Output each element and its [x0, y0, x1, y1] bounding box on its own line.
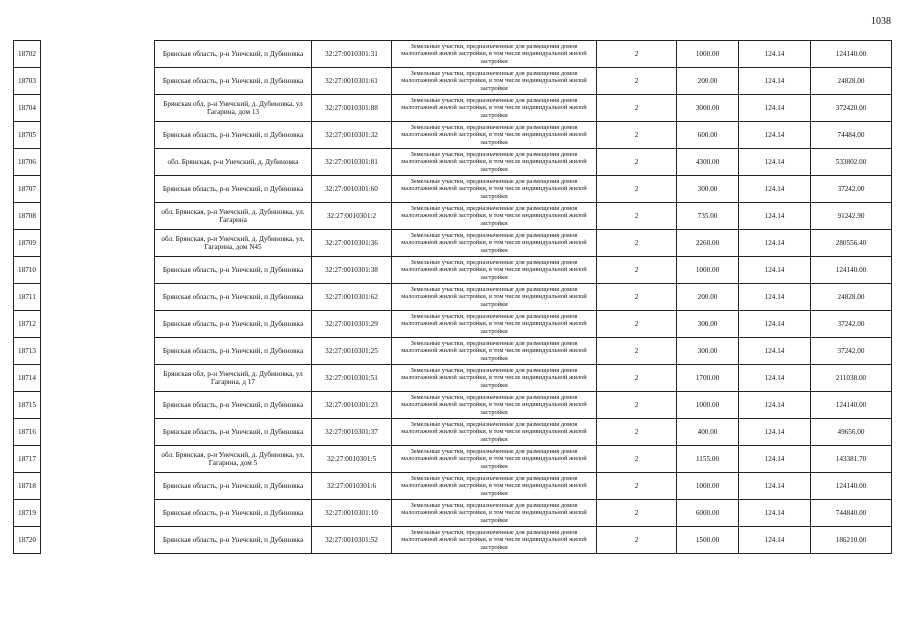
area-cell: 1500.00	[677, 527, 739, 554]
specific-value-cell: 124.14	[739, 230, 811, 257]
address-cell: Брянская область, р-н Унечский, п Дубиновка	[155, 284, 312, 311]
table-row	[14, 95, 892, 122]
record-number-cell: 18711	[14, 284, 41, 311]
area-cell: 4300.00	[677, 149, 739, 176]
cadastral-value-cell: 124140.00	[811, 473, 892, 500]
cadastral-number-cell: 32:27:0010301:52	[312, 527, 392, 554]
category-cell: 2	[597, 473, 677, 500]
land-use-cell: Земельные участки, предназначенные для размещения домов малоэтажной жилой застройки, в том числе индивидуальной жилой застройки	[392, 446, 597, 473]
address-cell: Брянская область, р-н Унечский, п Дубиновка	[155, 392, 312, 419]
spacer-cell	[41, 338, 155, 365]
spacer-cell	[41, 203, 155, 230]
cadastral-value-cell: 91242.90	[811, 203, 892, 230]
land-use-cell: Земельные участки, предназначенные для размещения домов малоэтажной жилой застройки, в том числе индивидуальной жилой застройки	[392, 41, 597, 68]
land-use-cell: Земельные участки, предназначенные для размещения домов малоэтажной жилой застройки, в том числе индивидуальной жилой застройки	[392, 311, 597, 338]
cadastral-value-cell: 143381.70	[811, 446, 892, 473]
address-cell: Брянская обл, р-н Унечский, д. Дубиновка, ул Гагарина, д 17	[155, 365, 312, 392]
land-use-cell: Земельные участки, предназначенные для размещения домов малоэтажной жилой застройки, в том числе индивидуальной жилой застройки	[392, 500, 597, 527]
specific-value-cell: 124.14	[739, 203, 811, 230]
specific-value-cell: 124.14	[739, 419, 811, 446]
land-use-cell: Земельные участки, предназначенные для размещения домов малоэтажной жилой застройки, в том числе индивидуальной жилой застройки	[392, 284, 597, 311]
specific-value-cell: 124.14	[739, 257, 811, 284]
area-cell: 2260.00	[677, 230, 739, 257]
record-number-cell: 18709	[14, 230, 41, 257]
address-cell: Брянская область, р-н Унечский, п Дубиновка	[155, 122, 312, 149]
spacer-cell	[41, 500, 155, 527]
table-row	[14, 365, 892, 392]
land-use-cell: Земельные участки, предназначенные для размещения домов малоэтажной жилой застройки, в том числе индивидуальной жилой застройки	[392, 338, 597, 365]
address-cell: Брянская область, р-н Унечский, п Дубиновка	[155, 419, 312, 446]
record-number-cell: 18706	[14, 149, 41, 176]
cadastral-value-cell: 744840.00	[811, 500, 892, 527]
address-cell: Брянская область, р-н Унечский, п Дубиновка	[155, 527, 312, 554]
table-row	[14, 203, 892, 230]
cadastral-number-cell: 32:27:0010301:6	[312, 473, 392, 500]
land-use-cell: Земельные участки, предназначенные для размещения домов малоэтажной жилой застройки, в том числе индивидуальной жилой застройки	[392, 365, 597, 392]
cadastral-value-cell: 211038.00	[811, 365, 892, 392]
land-use-cell: Земельные участки, предназначенные для размещения домов малоэтажной жилой застройки, в том числе индивидуальной жилой застройки	[392, 176, 597, 203]
spacer-cell	[41, 257, 155, 284]
cadastral-number-cell: 32:27:0010301:88	[312, 95, 392, 122]
category-cell: 2	[597, 149, 677, 176]
table-row	[14, 176, 892, 203]
specific-value-cell: 124.14	[739, 149, 811, 176]
spacer-cell	[41, 365, 155, 392]
land-use-cell: Земельные участки, предназначенные для размещения домов малоэтажной жилой застройки, в том числе индивидуальной жилой застройки	[392, 419, 597, 446]
specific-value-cell: 124.14	[739, 473, 811, 500]
page-number: 1038	[871, 16, 891, 27]
record-number-cell: 18714	[14, 365, 41, 392]
spacer-cell	[41, 446, 155, 473]
cadastral-number-cell: 32:27:0010301:31	[312, 41, 392, 68]
area-cell: 3000.00	[677, 95, 739, 122]
land-use-cell: Земельные участки, предназначенные для размещения домов малоэтажной жилой застройки, в том числе индивидуальной жилой застройки	[392, 257, 597, 284]
cadastral-number-cell: 32:27:0010301:62	[312, 284, 392, 311]
address-cell: Брянская обл, р-н Унечский, д. Дубиновка, ул Гагарина, дом 13	[155, 95, 312, 122]
specific-value-cell: 124.14	[739, 176, 811, 203]
record-number-cell: 18702	[14, 41, 41, 68]
spacer-cell	[41, 473, 155, 500]
cadastral-value-cell: 124140.00	[811, 257, 892, 284]
area-cell: 1000.00	[677, 41, 739, 68]
record-number-cell: 18718	[14, 473, 41, 500]
table-row	[14, 392, 892, 419]
spacer-cell	[41, 392, 155, 419]
table-row	[14, 230, 892, 257]
spacer-cell	[41, 176, 155, 203]
spacer-cell	[41, 311, 155, 338]
record-number-cell: 18716	[14, 419, 41, 446]
area-cell: 1700.00	[677, 365, 739, 392]
cadastral-value-cell: 124140.00	[811, 41, 892, 68]
category-cell: 2	[597, 122, 677, 149]
cadastral-number-cell: 32:27:0010301:25	[312, 338, 392, 365]
table-row	[14, 41, 892, 68]
table-row	[14, 149, 892, 176]
spacer-cell	[41, 149, 155, 176]
cadastral-number-cell: 32:27:0010301:51	[312, 365, 392, 392]
cadastral-value-cell: 533802.00	[811, 149, 892, 176]
category-cell: 2	[597, 176, 677, 203]
cadastral-number-cell: 32:27:0010301:38	[312, 257, 392, 284]
specific-value-cell: 124.14	[739, 446, 811, 473]
cadastral-value-cell: 280556.40	[811, 230, 892, 257]
land-use-cell: Земельные участки, предназначенные для размещения домов малоэтажной жилой застройки, в том числе индивидуальной жилой застройки	[392, 230, 597, 257]
record-number-cell: 18715	[14, 392, 41, 419]
cadastral-value-cell: 37242.00	[811, 176, 892, 203]
area-cell: 300.00	[677, 311, 739, 338]
area-cell: 600.00	[677, 122, 739, 149]
address-cell: Брянская область, р-н Унечский, п Дубиновка	[155, 338, 312, 365]
cadastral-value-cell: 24828.00	[811, 68, 892, 95]
land-use-cell: Земельные участки, предназначенные для размещения домов малоэтажной жилой застройки, в том числе индивидуальной жилой застройки	[392, 203, 597, 230]
specific-value-cell: 124.14	[739, 338, 811, 365]
record-number-cell: 18703	[14, 68, 41, 95]
address-cell: Брянская область, р-н Унечский, п Дубиновка	[155, 257, 312, 284]
land-use-cell: Земельные участки, предназначенные для размещения домов малоэтажной жилой застройки, в том числе индивидуальной жилой застройки	[392, 122, 597, 149]
table-row	[14, 446, 892, 473]
spacer-cell	[41, 95, 155, 122]
table-row	[14, 284, 892, 311]
land-use-cell: Земельные участки, предназначенные для размещения домов малоэтажной жилой застройки, в том числе индивидуальной жилой застройки	[392, 95, 597, 122]
cadastral-value-table	[13, 40, 892, 554]
area-cell: 400.00	[677, 419, 739, 446]
area-cell: 300.00	[677, 338, 739, 365]
specific-value-cell: 124.14	[739, 392, 811, 419]
record-number-cell: 18708	[14, 203, 41, 230]
area-cell: 300.00	[677, 176, 739, 203]
record-number-cell: 18705	[14, 122, 41, 149]
category-cell: 2	[597, 500, 677, 527]
category-cell: 2	[597, 41, 677, 68]
category-cell: 2	[597, 68, 677, 95]
address-cell: обл. Брянская, р-н Унечский, д. Дубиновка	[155, 149, 312, 176]
area-cell: 735.00	[677, 203, 739, 230]
area-cell: 6000.00	[677, 500, 739, 527]
category-cell: 2	[597, 446, 677, 473]
spacer-cell	[41, 527, 155, 554]
category-cell: 2	[597, 338, 677, 365]
cadastral-number-cell: 32:27:0010301:5	[312, 446, 392, 473]
record-number-cell: 18717	[14, 446, 41, 473]
specific-value-cell: 124.14	[739, 527, 811, 554]
cadastral-number-cell: 32:27:0010301:32	[312, 122, 392, 149]
land-use-cell: Земельные участки, предназначенные для размещения домов малоэтажной жилой застройки, в том числе индивидуальной жилой застройки	[392, 473, 597, 500]
category-cell: 2	[597, 230, 677, 257]
specific-value-cell: 124.14	[739, 284, 811, 311]
record-number-cell: 18707	[14, 176, 41, 203]
cadastral-value-cell: 186210.00	[811, 527, 892, 554]
table-row	[14, 338, 892, 365]
specific-value-cell: 124.14	[739, 41, 811, 68]
cadastral-number-cell: 32:27:0010301:61	[312, 68, 392, 95]
address-cell: Брянская область, р-н Унечский, п Дубиновка	[155, 68, 312, 95]
cadastral-value-cell: 74484.00	[811, 122, 892, 149]
address-cell: обл. Брянская, р-н Унечский, д. Дубиновка, ул. Гагарина, дом N45	[155, 230, 312, 257]
address-cell: Брянская область, р-н Унечский, п Дубиновка	[155, 311, 312, 338]
table-row	[14, 311, 892, 338]
table-row	[14, 68, 892, 95]
record-number-cell: 18712	[14, 311, 41, 338]
area-cell: 1000.00	[677, 257, 739, 284]
category-cell: 2	[597, 311, 677, 338]
table-row	[14, 257, 892, 284]
category-cell: 2	[597, 257, 677, 284]
spacer-cell	[41, 41, 155, 68]
category-cell: 2	[597, 95, 677, 122]
specific-value-cell: 124.14	[739, 122, 811, 149]
cadastral-number-cell: 32:27:0010301:2	[312, 203, 392, 230]
record-number-cell: 18720	[14, 527, 41, 554]
area-cell: 200.00	[677, 284, 739, 311]
cadastral-number-cell: 32:27:0010301:36	[312, 230, 392, 257]
area-cell: 1000.00	[677, 473, 739, 500]
category-cell: 2	[597, 527, 677, 554]
cadastral-value-cell: 49656.00	[811, 419, 892, 446]
specific-value-cell: 124.14	[739, 311, 811, 338]
address-cell: обл. Брянская, р-н Унечский, д. Дубиновка, ул. Гагарина, дом 5	[155, 446, 312, 473]
category-cell: 2	[597, 392, 677, 419]
land-use-cell: Земельные участки, предназначенные для размещения домов малоэтажной жилой застройки, в том числе индивидуальной жилой застройки	[392, 527, 597, 554]
cadastral-value-cell: 24828.00	[811, 284, 892, 311]
area-cell: 200.00	[677, 68, 739, 95]
area-cell: 1155.00	[677, 446, 739, 473]
land-use-cell: Земельные участки, предназначенные для размещения домов малоэтажной жилой застройки, в том числе индивидуальной жилой застройки	[392, 68, 597, 95]
table-row	[14, 500, 892, 527]
address-cell: Брянская область, р-н Унечский, п Дубиновка	[155, 500, 312, 527]
spacer-cell	[41, 419, 155, 446]
cadastral-number-cell: 32:27:0010301:37	[312, 419, 392, 446]
cadastral-number-cell: 32:27:0010301:29	[312, 311, 392, 338]
cadastral-value-cell: 124140.00	[811, 392, 892, 419]
spacer-cell	[41, 230, 155, 257]
record-number-cell: 18713	[14, 338, 41, 365]
table-row	[14, 122, 892, 149]
cadastral-number-cell: 32:27:0010301:23	[312, 392, 392, 419]
address-cell: Брянская область, р-н Унечский, п Дубиновка	[155, 176, 312, 203]
cadastral-number-cell: 32:27:0010301:10	[312, 500, 392, 527]
specific-value-cell: 124.14	[739, 365, 811, 392]
spacer-cell	[41, 68, 155, 95]
table-row	[14, 527, 892, 554]
category-cell: 2	[597, 203, 677, 230]
specific-value-cell: 124.14	[739, 500, 811, 527]
address-cell: Брянская область, р-н Унечский, п Дубиновка	[155, 41, 312, 68]
spacer-cell	[41, 122, 155, 149]
cadastral-number-cell: 32:27:0010301:60	[312, 176, 392, 203]
category-cell: 2	[597, 365, 677, 392]
record-number-cell: 18719	[14, 500, 41, 527]
record-number-cell: 18704	[14, 95, 41, 122]
table-row	[14, 473, 892, 500]
specific-value-cell: 124.14	[739, 68, 811, 95]
land-use-cell: Земельные участки, предназначенные для размещения домов малоэтажной жилой застройки, в том числе индивидуальной жилой застройки	[392, 392, 597, 419]
address-cell: обл. Брянская, р-н Унечский, д. Дубиновка, ул. Гагарина	[155, 203, 312, 230]
category-cell: 2	[597, 284, 677, 311]
area-cell: 1000.00	[677, 392, 739, 419]
specific-value-cell: 124.14	[739, 95, 811, 122]
cadastral-number-cell: 32:27:0010301:81	[312, 149, 392, 176]
cadastral-value-cell: 372420.00	[811, 95, 892, 122]
address-cell: Брянская область, р-н Унечский, п Дубиновка	[155, 473, 312, 500]
land-use-cell: Земельные участки, предназначенные для размещения домов малоэтажной жилой застройки, в том числе индивидуальной жилой застройки	[392, 149, 597, 176]
spacer-cell	[41, 284, 155, 311]
table-row	[14, 419, 892, 446]
record-number-cell: 18710	[14, 257, 41, 284]
cadastral-value-cell: 37242.00	[811, 338, 892, 365]
cadastral-value-cell: 37242.00	[811, 311, 892, 338]
category-cell: 2	[597, 419, 677, 446]
